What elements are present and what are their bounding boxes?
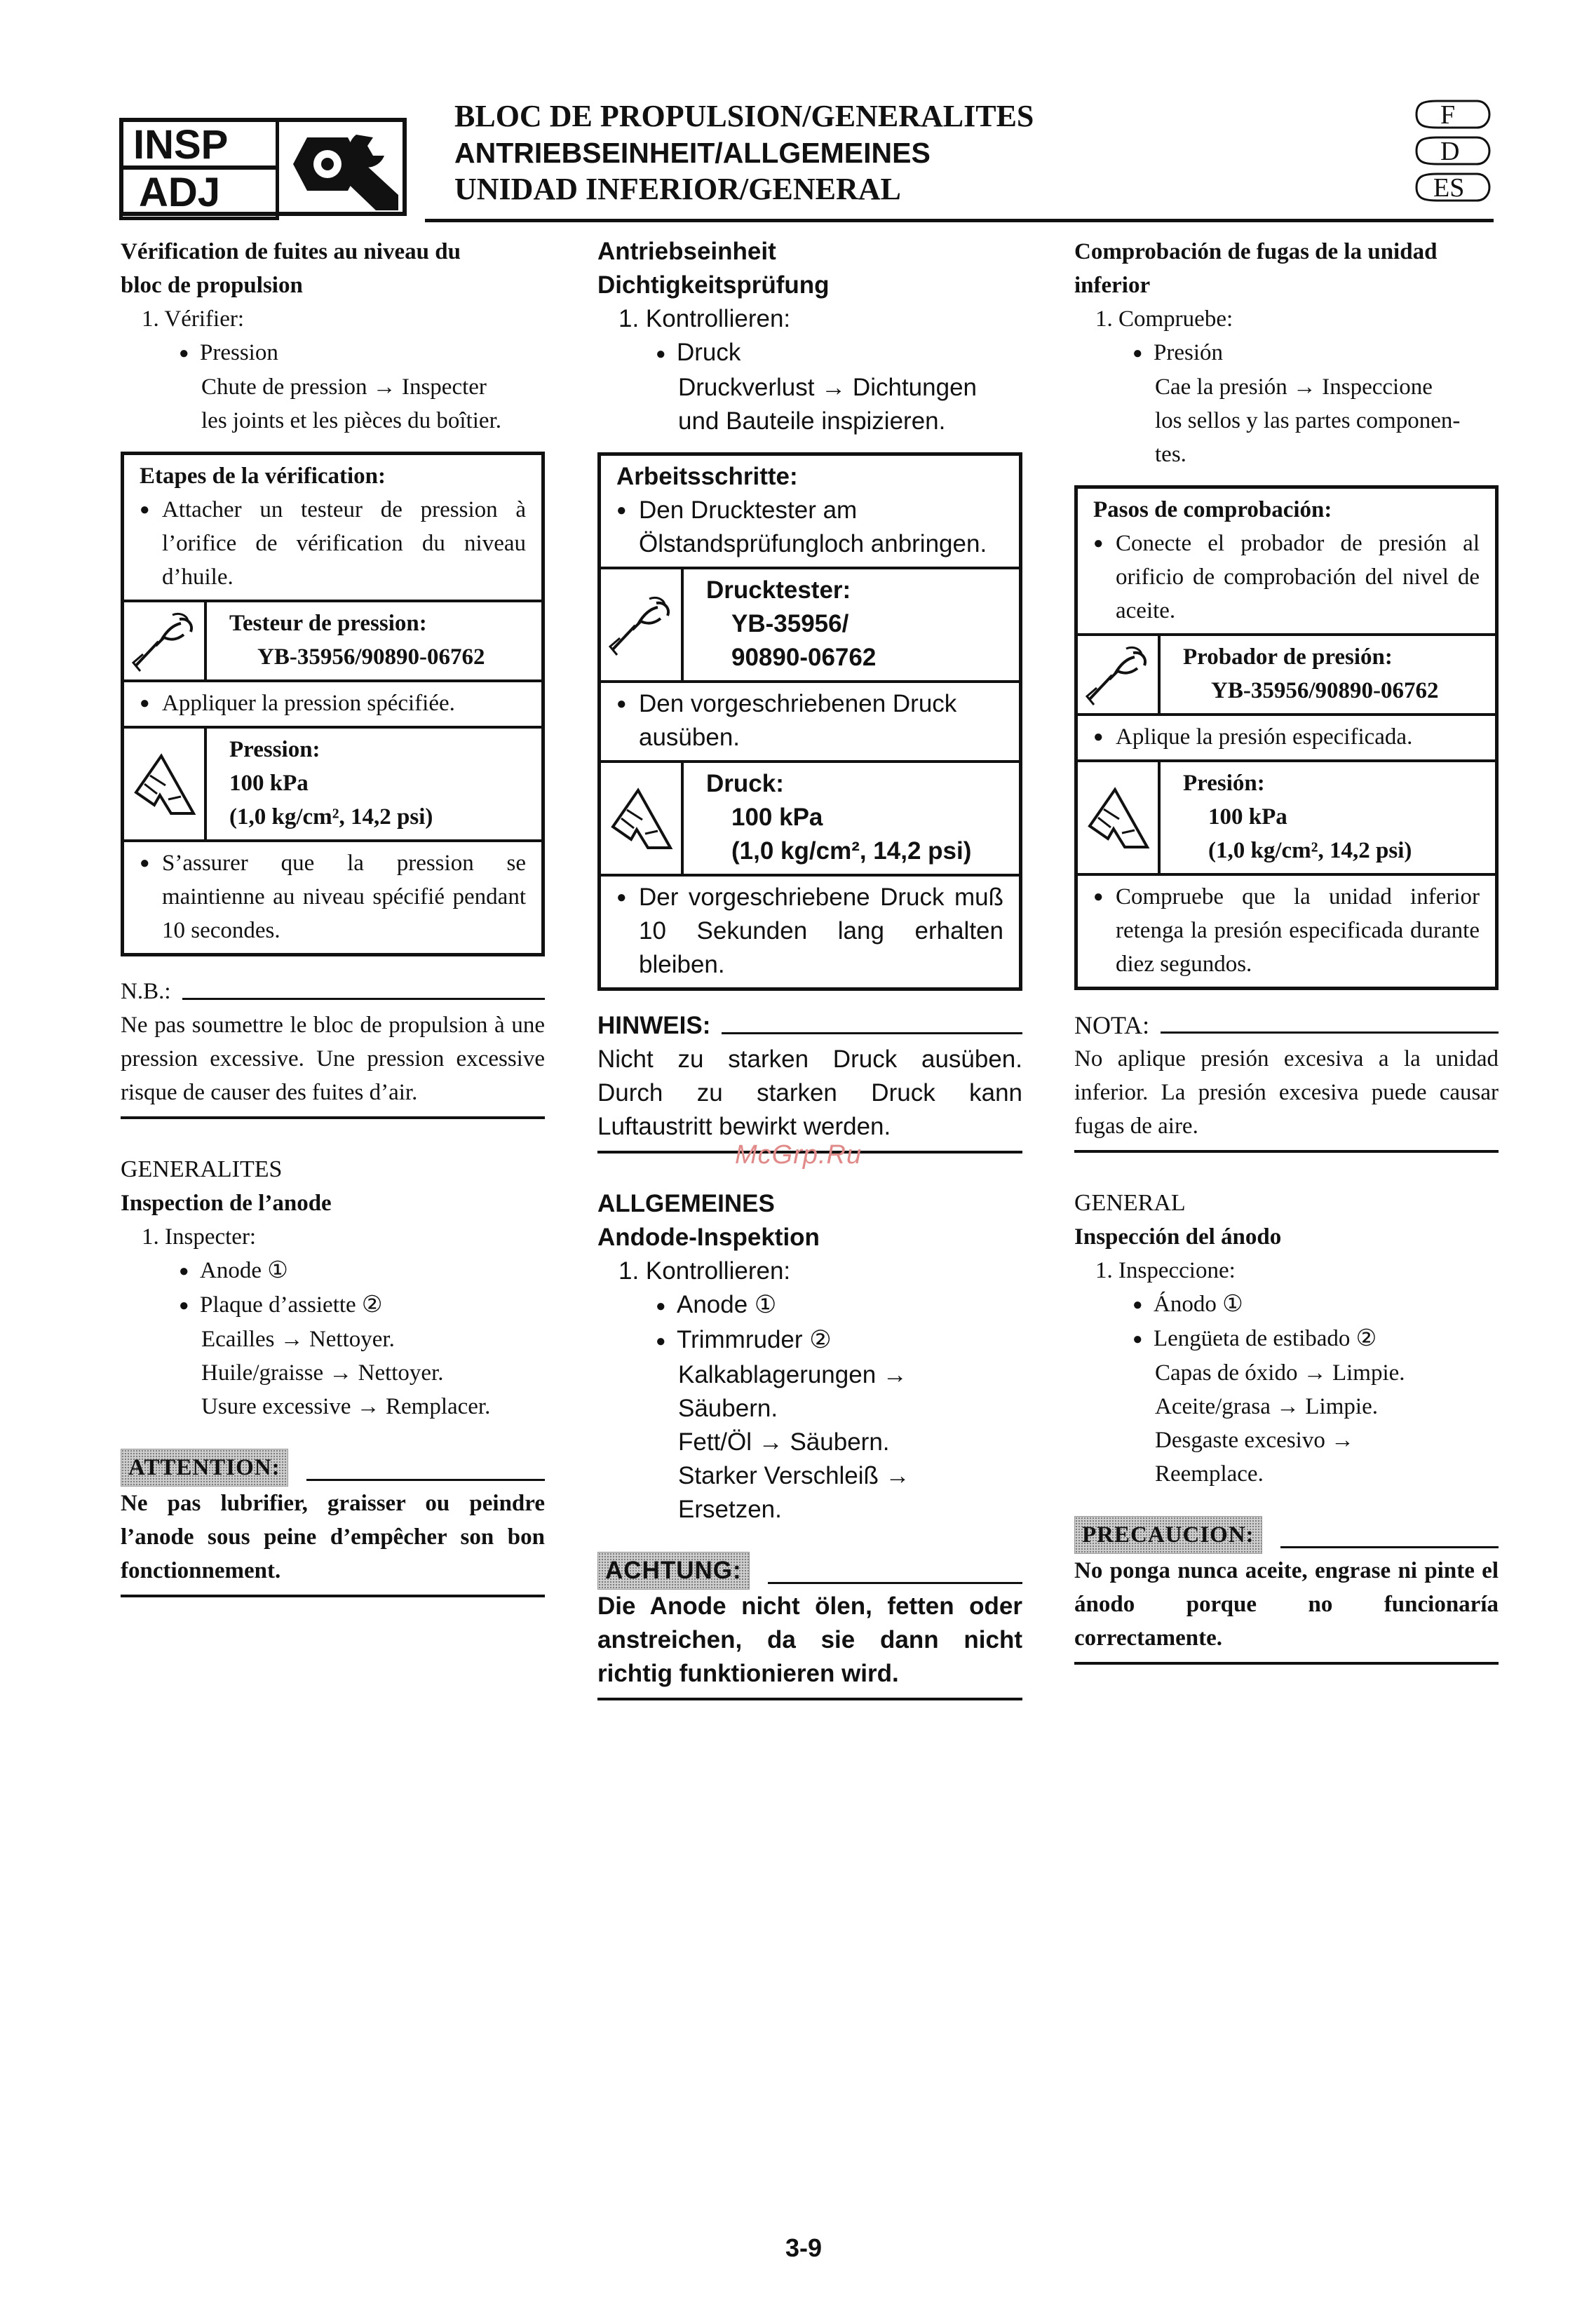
fr-general-step: 1. Inspecter: [142, 1224, 257, 1250]
de-box-step3: ● Der vorgeschriebene Druck muß 10 Sekunden lang erhalten bleiben. [616, 881, 1003, 982]
language-tag-f: F [1409, 98, 1494, 130]
es-note-end-rule [1074, 1150, 1499, 1153]
fr-note-label: N.B.: [121, 979, 171, 1004]
fr-tool-label: Testeur de pression: [229, 611, 427, 636]
de-box-title: Arbeitsschritte: [616, 463, 798, 490]
de-caution-text: Die Anode nicht ölen, fetten oder anstreichen, da sie dann nicht richtig funktionieren wird. [597, 1592, 1022, 1687]
es-general-line3: Desgaste excesivo → [1155, 1428, 1355, 1453]
title-spanish: UNIDAD INFERIOR/GENERAL [454, 172, 901, 206]
fr-tool-value: YB-35956/90890-06762 [257, 644, 485, 670]
de-general-line1: Kalkablagerungen → [678, 1361, 907, 1388]
fr-heading-line1: Vérification de fuites au niveau du [121, 239, 461, 264]
es-box-step1: ● Conecte el probador de presión al orificio de comprobación del nivel de aceite. [1093, 527, 1480, 628]
de-general-line4: Starker Verschleiß → [678, 1462, 910, 1489]
es-caution-label: PRECAUCION: [1074, 1516, 1262, 1554]
de-general-b2: ● Trimmruder ② [678, 1326, 832, 1353]
fr-heading-line2: bloc de propulsion [121, 273, 303, 298]
de-box-step1: ● Den Drucktester am Ölstandsprüfungloch anbringen. [616, 494, 1003, 561]
de-bullet-text-2: und Bauteile inspizieren. [678, 407, 946, 435]
de-step: 1. Kontrollieren: [618, 305, 791, 332]
es-heading-line2: inferior [1074, 273, 1151, 298]
title-french: BLOC DE PROPULSION/GENERALITES [454, 99, 1034, 133]
fr-box-title: Etapes de la vérification: [140, 464, 386, 489]
language-tag-es: ES [1409, 171, 1494, 203]
de-spec-label: Druck: [706, 770, 784, 797]
watermark: McGrp.Ru [735, 1140, 863, 1170]
pressure-tester-icon [124, 602, 207, 679]
pressure-tester-icon [601, 569, 684, 680]
de-general-line2: Säubern. [678, 1395, 778, 1422]
de-tool-value2: 90890-06762 [731, 644, 877, 671]
de-general-line3: Fett/Öl → Säubern. [678, 1428, 890, 1456]
es-box-step3: ● Compruebe que la unidad inferior retenga la presión especificada durante diez segundos. [1093, 880, 1480, 981]
fr-box-step2: ● Appliquer la pression spécifiée. [140, 686, 526, 720]
fr-spec-label: Pression: [229, 737, 320, 762]
wrench-bolt-icon [286, 128, 398, 210]
es-spec-label: Presión: [1183, 771, 1265, 796]
fr-bullet-text-2: les joints et les pièces du boîtier. [201, 408, 502, 433]
es-bullet-text-1: Cae la presión → Inspeccione [1155, 374, 1433, 400]
es-bullet-text-3: tes. [1155, 442, 1186, 467]
es-tool-value: YB-35956/90890-06762 [1211, 678, 1439, 703]
de-tool-label: Drucktester: [706, 576, 851, 604]
es-spec-value1: 100 kPa [1208, 804, 1287, 830]
fr-spec-value2: (1,0 kg/cm², 14,2 psi) [229, 804, 433, 830]
de-heading-line2: Dichtigkeitsprüfung [597, 271, 830, 299]
es-tool-label: Probador de presión: [1183, 644, 1393, 670]
de-general-step: 1. Kontrollieren: [618, 1257, 791, 1285]
badge-adj: ADJ [139, 170, 221, 215]
de-box-step2: ● Den vorgeschriebenen Druck ausüben. [616, 687, 1003, 755]
badge-insp: INSP [133, 122, 229, 168]
es-general-line4: Reemplace. [1155, 1461, 1264, 1487]
fr-caution-text: Ne pas lubrifier, graisser ou peindre l’anode sous peine d’empêcher son bon fonctionnement. [121, 1491, 545, 1583]
fr-caution-label: ATTENTION: [121, 1449, 288, 1487]
es-general-step: 1. Inspeccione: [1095, 1258, 1236, 1283]
fr-box-step1: ● Attacher un testeur de pression à l’orifice de vérification du niveau d’huile. [140, 493, 526, 594]
fr-step: 1. Vérifier: [142, 306, 245, 332]
fr-bullet-text-1: Chute de pression → Inspecter [201, 374, 487, 400]
es-general-sub: Inspección del ánodo [1074, 1224, 1282, 1250]
fr-box-step3: ● S’assurer que la pression se maintienne au niveau spécifié pendant 10 secondes. [140, 846, 526, 947]
es-spec-row [1078, 759, 1495, 873]
es-general-heading: GENERAL [1074, 1190, 1186, 1216]
es-general-line2: Aceite/grasa → Limpie. [1155, 1394, 1378, 1419]
fr-general-line2: Huile/graisse → Nettoyer. [201, 1360, 444, 1386]
fr-general-b2: ● Plaque d’assiette ② [201, 1292, 383, 1318]
fr-general-sub: Inspection de l’anode [121, 1191, 332, 1216]
fr-tool-row [124, 600, 541, 679]
fr-procedure-box [121, 452, 545, 956]
es-procedure-box [1074, 485, 1499, 990]
fr-general-line3: Usure excessive → Remplacer. [201, 1394, 491, 1419]
column-german [597, 235, 1022, 1700]
es-step: 1. Compruebe: [1095, 306, 1233, 332]
fr-general-heading: GENERALITES [121, 1156, 283, 1182]
es-note-text: No aplique presión excesiva a la unidad inferior. La presión excesiva puede causar fugas de aire. [1074, 1046, 1499, 1139]
es-box-title: Pasos de comprobación: [1093, 497, 1332, 522]
page-number: 3-9 [785, 2233, 823, 2262]
fr-note-end-rule [121, 1116, 545, 1119]
de-spec-value2: (1,0 kg/cm², 14,2 psi) [731, 837, 972, 865]
es-caution-text: No ponga nunca aceite, engrase ni pinte el ánodo porque no funcionaría correctamente. [1074, 1558, 1499, 1651]
es-general-b2: ● Lengüeta de estibado ② [1155, 1326, 1377, 1351]
caliper-spec-icon [124, 729, 207, 839]
title-german: ANTRIEBSEINHEIT/ALLGEMEINES [454, 137, 931, 169]
es-general-b1: ● Ánodo ① [1155, 1292, 1243, 1317]
fr-spec-value1: 100 kPa [229, 771, 309, 796]
de-general-b1: ● Anode ① [678, 1291, 776, 1318]
de-caution-end-rule [597, 1698, 1022, 1700]
fr-general-line1: Ecailles → Nettoyer. [201, 1327, 395, 1352]
es-caution-end-rule [1074, 1662, 1499, 1665]
es-bullet-presion: ● Presión [1155, 340, 1223, 365]
fr-caution-end-rule [121, 1595, 545, 1597]
de-general-line5: Ersetzen. [678, 1496, 782, 1523]
de-general-heading: ALLGEMEINES [597, 1190, 775, 1217]
de-tool-value1: YB-35956/ [731, 610, 849, 637]
de-bullet-druck: ● Druck [678, 339, 740, 366]
de-caution-label: ACHTUNG: [597, 1552, 750, 1590]
de-general-sub: Andode-Inspektion [597, 1224, 820, 1251]
fr-spec-row [124, 726, 541, 839]
es-bullet-text-2: los sellos y las partes componen- [1155, 408, 1461, 433]
language-tag-d: D [1409, 135, 1494, 167]
caliper-spec-icon [1078, 762, 1161, 873]
pressure-tester-icon [1078, 636, 1161, 713]
es-general-line1: Capas de óxido → Limpie. [1155, 1360, 1405, 1386]
es-box-step2: ● Aplique la presión especificada. [1093, 720, 1480, 754]
column-spanish [1074, 235, 1499, 1665]
de-procedure-box [597, 452, 1022, 991]
es-spec-value2: (1,0 kg/cm², 14,2 psi) [1208, 838, 1412, 863]
fr-general-b1: ● Anode ① [201, 1258, 288, 1283]
column-french [121, 235, 545, 1597]
de-spec-row [601, 760, 1019, 874]
insp-adj-badge [119, 118, 407, 216]
header-rule [425, 219, 1494, 222]
fr-bullet-pression: ● Pression [201, 340, 278, 365]
de-bullet-text-1: Druckverlust → Dichtungen [678, 374, 977, 401]
fr-note-text: Ne pas soumettre le bloc de propulsion à une pression excessive. Une pression excessive risque de causer des fuites d’air. [121, 1013, 545, 1105]
de-note-text: Nicht zu starken Druck ausüben. Durch zu starken Druck kann Luftaustritt bewirkt werden. [597, 1046, 1022, 1140]
es-tool-row [1078, 633, 1495, 713]
caliper-spec-icon [601, 763, 684, 874]
de-heading-line1: Antriebseinheit [597, 238, 776, 265]
de-tool-row [601, 567, 1019, 680]
es-note-label: NOTA: [1074, 1011, 1150, 1039]
de-spec-value1: 100 kPa [731, 804, 823, 831]
de-note-label: HINWEIS: [597, 1012, 711, 1039]
es-heading-line1: Comprobación de fugas de la unidad [1074, 239, 1438, 264]
